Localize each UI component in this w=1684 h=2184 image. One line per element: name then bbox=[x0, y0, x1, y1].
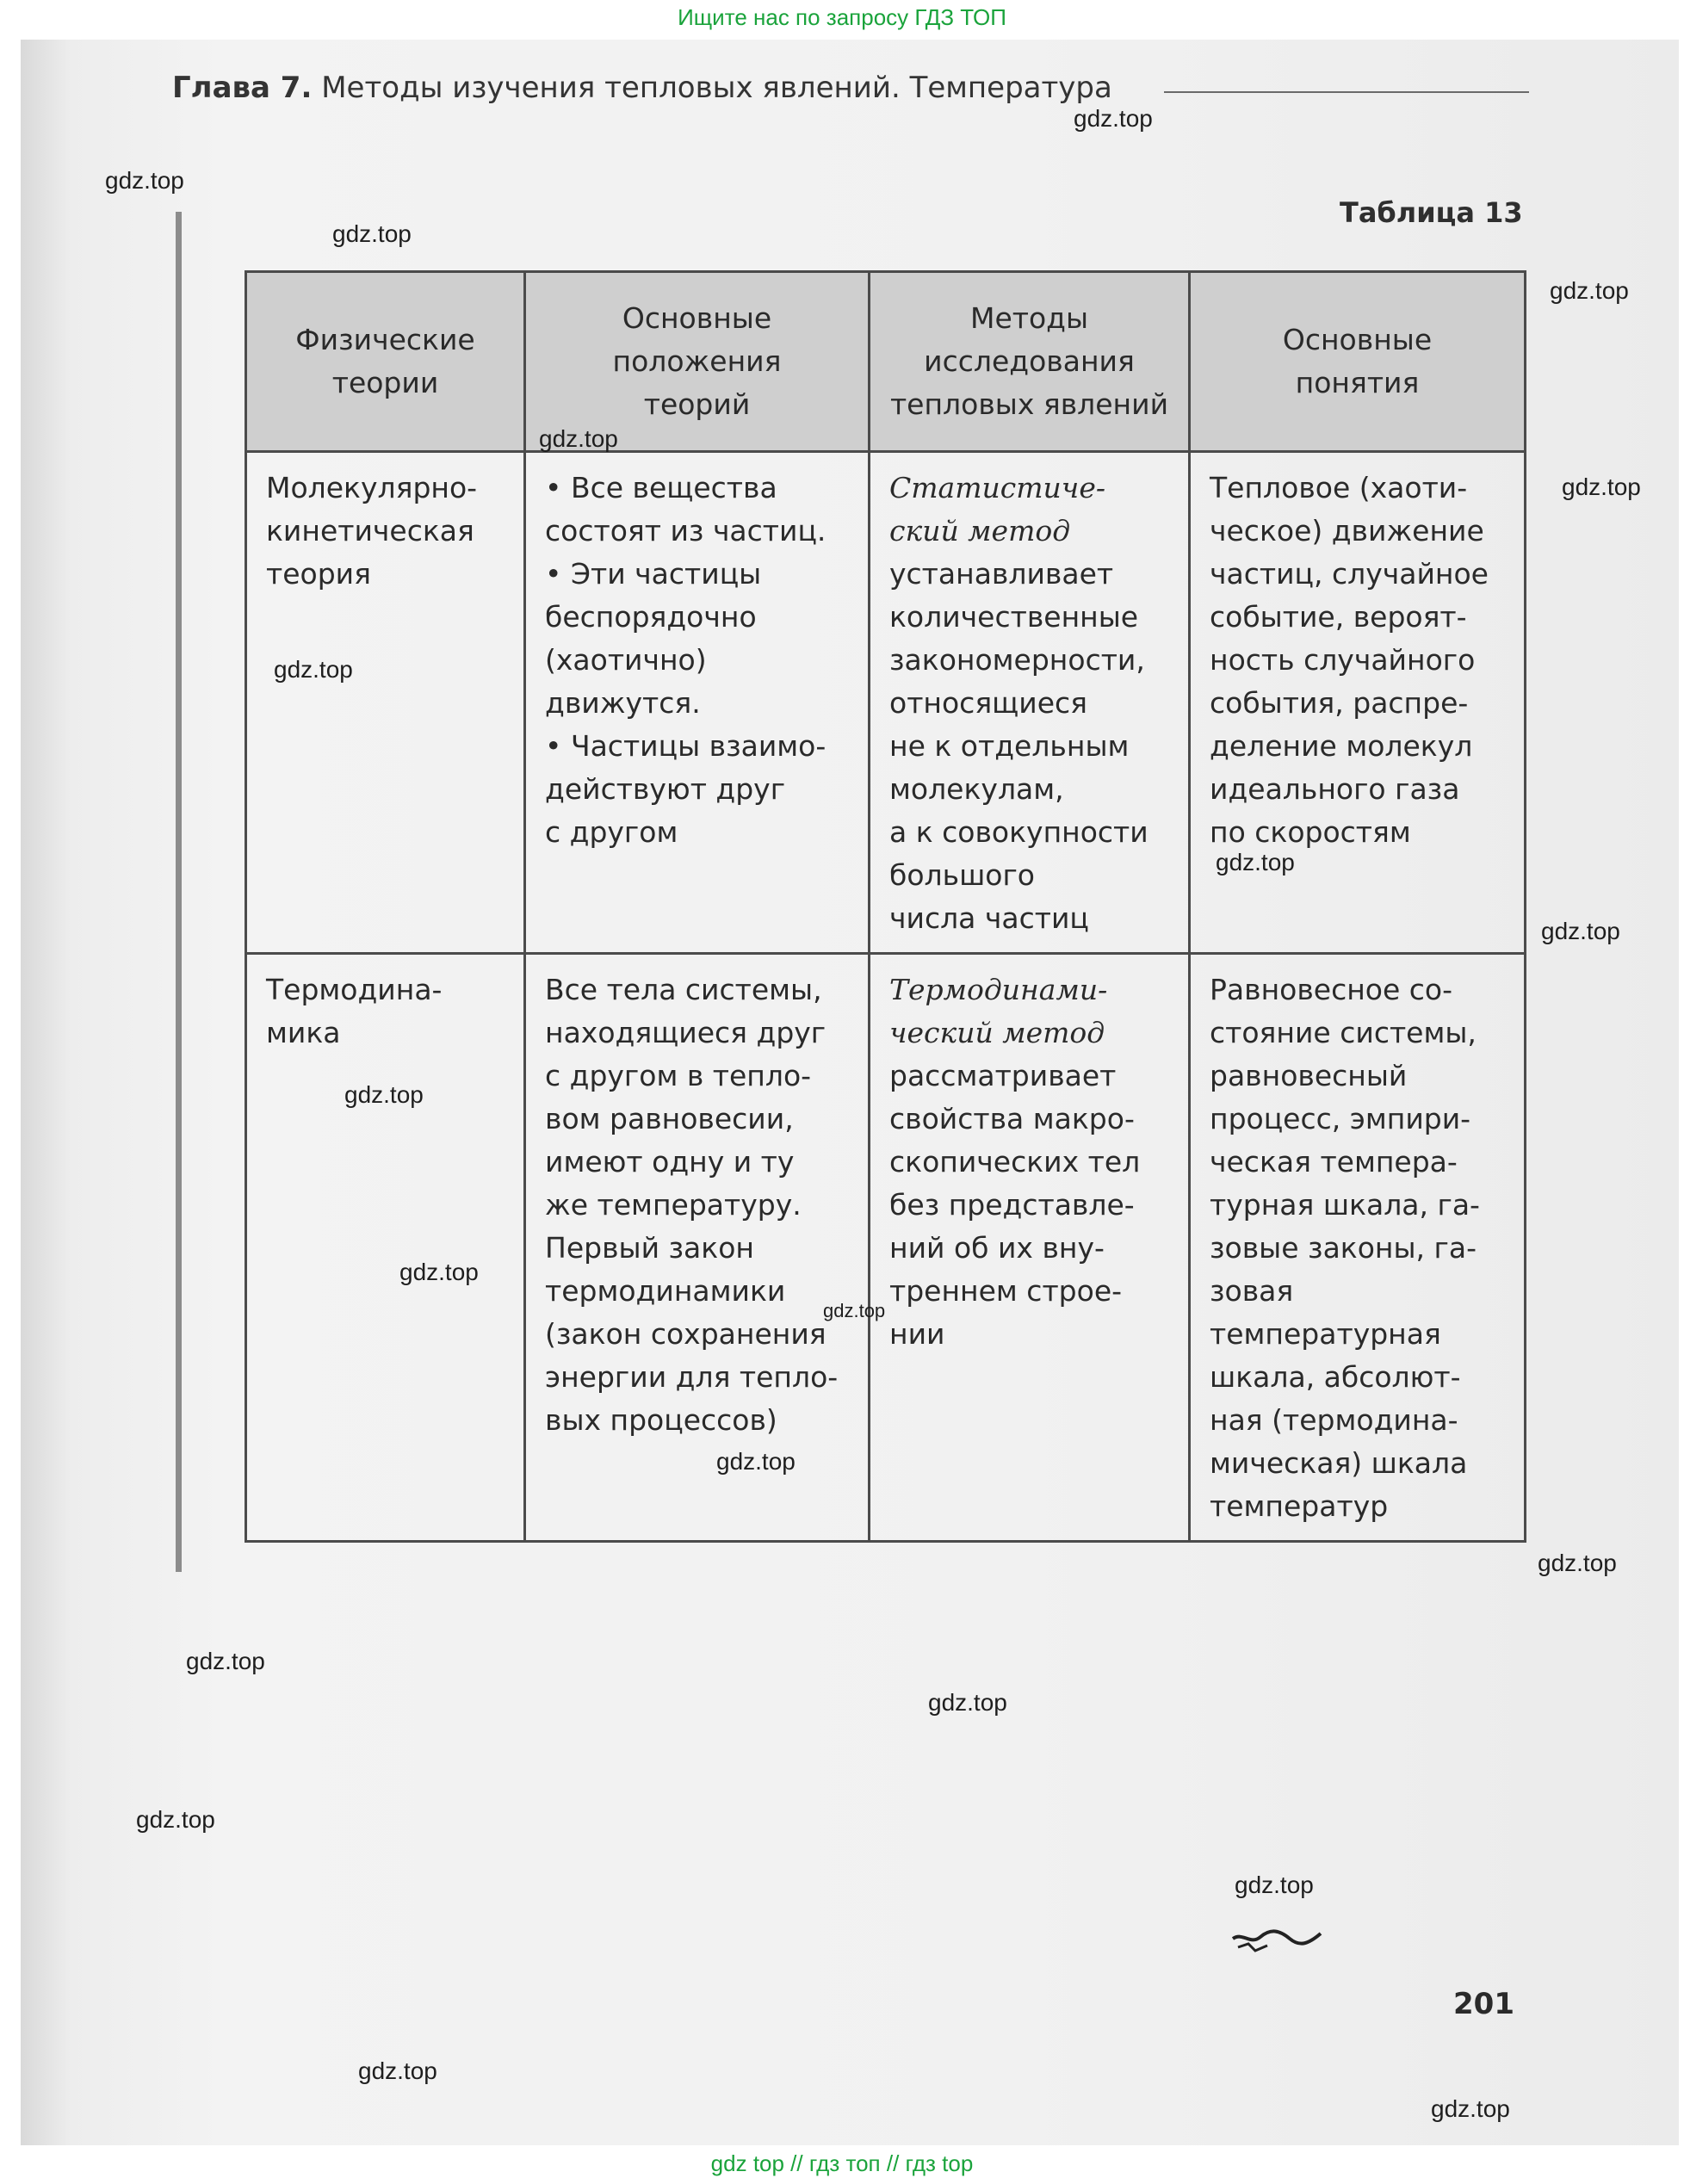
method-description: рассматривает свойства макро- скопических тел без представле- ний об их вну- треннем строе- нии bbox=[889, 1059, 1141, 1351]
header-cell bbox=[1190, 272, 1526, 452]
table-header-row bbox=[246, 272, 1526, 452]
chapter-title: Методы изучения тепловых явлений. Температура bbox=[321, 71, 1112, 105]
table-row bbox=[246, 954, 1526, 1542]
concepts: Тепловое (хаоти- ческое) движение частиц, случайное событие, вероят- ность случайного события, распре- деление молекул идеального газа по скоростям bbox=[1210, 471, 1489, 849]
theory-name: Термодина- мика bbox=[266, 973, 443, 1049]
table-cell bbox=[1190, 954, 1526, 1542]
watermark: gdz.top bbox=[1216, 849, 1295, 875]
page-number: 201 bbox=[1453, 1987, 1514, 2021]
watermark: gdz.top bbox=[105, 167, 184, 194]
header-concepts: Основные понятия bbox=[1282, 323, 1433, 399]
header-rule bbox=[1164, 91, 1529, 93]
method-description: устанавливает количественные закономерности, относящиеся не к отдельным молекулам, а к совокупности большого числа частиц bbox=[889, 557, 1148, 935]
table-cell bbox=[870, 954, 1190, 1542]
watermark: gdz.top bbox=[358, 2057, 437, 2084]
method-name: Термодинами- ческий метод bbox=[889, 973, 1108, 1049]
theories-table bbox=[245, 270, 1526, 1543]
watermark: gdz.top bbox=[344, 1081, 424, 1108]
table-cell bbox=[1190, 452, 1526, 954]
theory-positions: Все тела системы, находящиеся друг с другом в тепло- вом равновесии, имеют одну и ту же температуру. Первый закон термодинамики (закон сохранения энергии для тепло- вых процессов) bbox=[545, 973, 839, 1437]
watermark: gdz.top bbox=[1538, 1550, 1617, 1576]
table-row bbox=[246, 452, 1526, 954]
method-name: Статистиче- ский метод bbox=[889, 471, 1105, 548]
watermark: gdz.top bbox=[1550, 277, 1629, 304]
theory-name: Молекулярно- кинетическая теория bbox=[266, 471, 478, 591]
header-methods: Методы исследования тепловых явлений bbox=[889, 301, 1169, 421]
table-cell bbox=[870, 452, 1190, 954]
table-caption: Таблица 13 bbox=[1340, 196, 1523, 229]
theory-positions: • Все вещества состоят из частиц. • Эти частицы беспорядочно (хаотично) движутся. • Частицы взаимо- действуют друг с другом bbox=[545, 471, 827, 849]
watermark: gdz.top bbox=[332, 220, 412, 247]
watermark: gdz.top bbox=[1431, 2095, 1510, 2122]
bottom-banner[interactable]: gdz top // гдз топ // гдз top bbox=[710, 2150, 974, 2176]
book-page bbox=[21, 40, 1679, 2145]
watermark: gdz.top bbox=[136, 1806, 215, 1833]
watermark: gdz.top bbox=[186, 1648, 265, 1674]
margin-bar bbox=[176, 212, 182, 1572]
top-banner[interactable]: Ищите нас по запросу ГДЗ ТОП bbox=[678, 4, 1006, 30]
watermark: gdz.top bbox=[1562, 473, 1641, 500]
pen-scribble bbox=[1229, 1921, 1324, 1956]
concepts: Равновесное со- стояние системы, равновесный процесс, эмпири- ческая темпера- турная шкала, га- зовые законы, га- зовая температурная шкала, абсолют- ная (термодина- мическая) шкала температур bbox=[1210, 973, 1480, 1523]
watermark: gdz.top bbox=[1074, 105, 1153, 132]
table-cell bbox=[525, 954, 870, 1542]
chapter-number: Глава 7. bbox=[172, 71, 313, 105]
header-positions: Основные положения теорий bbox=[612, 301, 782, 421]
table-cell bbox=[246, 954, 525, 1542]
header-cell bbox=[246, 272, 525, 452]
watermark: gdz.top bbox=[1541, 918, 1620, 944]
watermark: gdz.top bbox=[399, 1259, 479, 1285]
chapter-header bbox=[172, 71, 1112, 105]
table-cell bbox=[246, 452, 525, 954]
table-cell bbox=[525, 452, 870, 954]
watermark: gdz.top bbox=[928, 1689, 1007, 1716]
watermark: gdz.top bbox=[1235, 1872, 1314, 1898]
header-cell bbox=[870, 272, 1190, 452]
watermark: gdz.top bbox=[274, 656, 353, 683]
watermark: gdz.top bbox=[823, 1300, 886, 1321]
header-theories: Физические теории bbox=[295, 323, 475, 399]
watermark: gdz.top bbox=[716, 1448, 796, 1475]
watermark: gdz.top bbox=[539, 425, 618, 452]
